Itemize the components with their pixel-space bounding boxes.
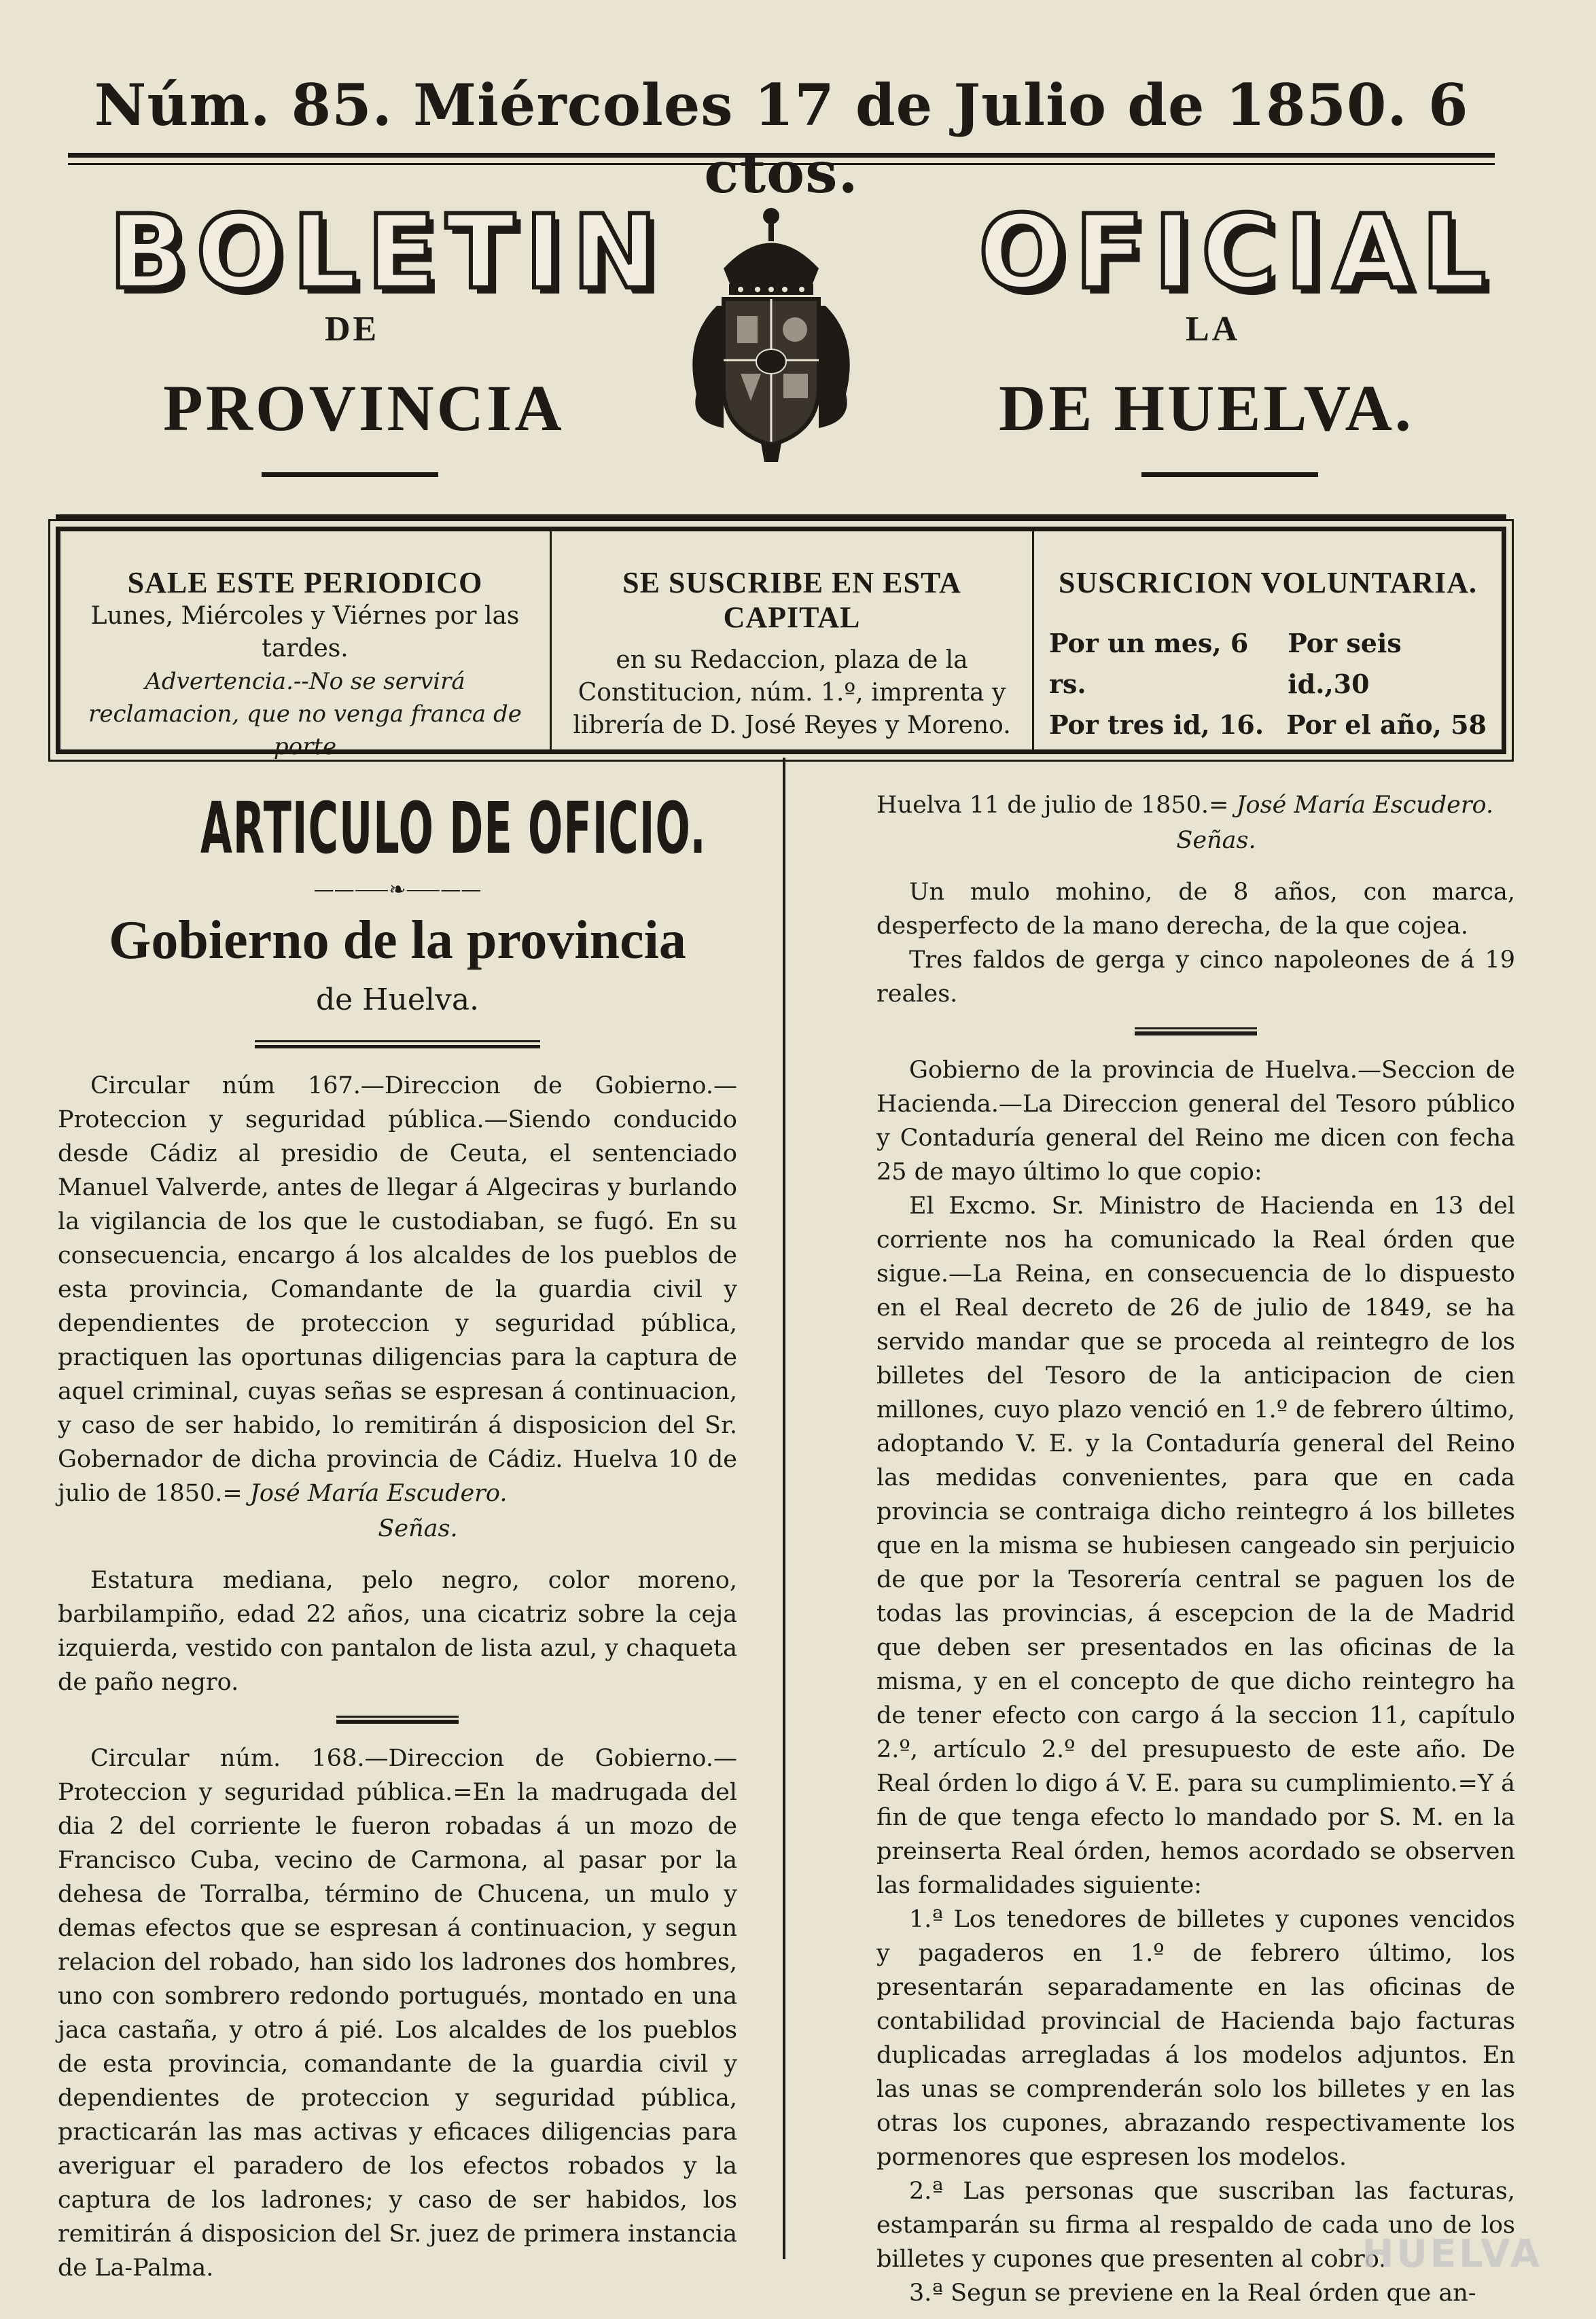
government-subtitle: de Huelva. bbox=[315, 983, 480, 1017]
senas-label: Señas. bbox=[378, 1515, 458, 1542]
circular-168-text: Circular núm. 168.—Direccion de Gobierno.—Proteccion y seguridad pública.=En la madrugada del dia 2 del corriente le fueron robadas á un mozo de Francisco Cuba, vecino de Carmona, al pasar por la dehesa de Torralba, término de Chucena, un mulo y demas efectos que se espresan á continuacion, y segun relacion del robado, han sido los ladrones dos hombres, uno con sombrero redondo portugués, montado en una jaca castaña, y otro á pié. Los alcaldes de los pueblos de esta provincia, comandante de la guardia civil y dependientes de proteccion y seguridad pública, practicarán las mas activas y eficaces diligencias para averiguar el paradero de los efectos robados y la captura de los ladrones; y caso de ser habidos, los remitirán á disposicion del Sr. juez de primera instancia de La-Palma. bbox=[58, 1745, 737, 2282]
signature: José María Escudero. bbox=[249, 1480, 508, 1507]
title-oficial: OFICIAL bbox=[978, 194, 1496, 312]
title-de-huelva: DE HUELVA. bbox=[999, 372, 1414, 444]
date-text: Huelva 11 de julio de 1850.= bbox=[876, 792, 1229, 819]
section-separator-short bbox=[336, 1716, 459, 1724]
masthead-rule-bottom bbox=[56, 514, 1506, 519]
price-six-months: Por seis id.,30 bbox=[1288, 628, 1402, 699]
ornament-divider: ——⸺❧⸺—— bbox=[313, 878, 482, 902]
price-one-year: Por el año, 58 bbox=[1286, 709, 1487, 740]
title-de: DE bbox=[325, 310, 380, 349]
section-separator-short bbox=[1135, 1027, 1257, 1035]
circular-167-text bbox=[58, 1069, 737, 1510]
capital-text: en su Redaccion, plaza de la Constitucion, núm. 1.º, imprenta y librería de D. José Reyes y Moreno. bbox=[573, 646, 1011, 739]
title-la: LA bbox=[1186, 310, 1241, 349]
subscription-col-schedule bbox=[60, 531, 550, 760]
price-row-2 bbox=[1034, 705, 1502, 745]
items-description: Tres faldos de gerga y cinco napoleones de á 19 reales. bbox=[876, 946, 1515, 1008]
subscription-col-prices bbox=[1032, 531, 1502, 749]
government-title: Gobierno de la provincia bbox=[109, 910, 686, 970]
advertencia-text: Advertencia.--No se servirá reclamacion, que no venga franca de porte bbox=[88, 668, 522, 760]
masthead-rule-top bbox=[68, 153, 1495, 158]
column-divider bbox=[783, 758, 785, 2259]
left-column bbox=[58, 781, 737, 2285]
title-underline-left bbox=[262, 472, 438, 477]
senas-label: Señas. bbox=[1176, 827, 1256, 854]
subscription-col-capital bbox=[550, 531, 1032, 749]
subscription-box bbox=[56, 527, 1506, 760]
coat-of-arms-icon bbox=[676, 204, 866, 469]
price-one-month: Por un mes, 6 rs. bbox=[1049, 628, 1249, 699]
real-orden-text: El Excmo. Sr. Ministro de Hacienda en 13 del corriente nos ha comunicado la Real órden que sigue.—La Reina, en consecuencia de lo dispuesto en el Real decreto de 26 de julio de 1849, se ha servido mandar que se proceda al reintegro de los billetes del Tesoro de la anticipacion de cien millones, cuyo plazo venció en 1.º de febrero último, adoptando V. E. y la Contaduría general del Reino las medidas convenientes, para que en cada provincia se contraiga dicho reintegro á los billetes que en la misma se hubiesen cangeado sin perjuicio de que por la Tesorería central se paguen los de todas las provincias, á escepcion de la de Madrid que deben ser presentados en las oficinas de la misma, y en el concepto de que dicho reintegro ha de tener efecto con cargo á la seccion 11, capítulo 2.º, artículo 2.º del presupuesto de este año. De Real órden lo digo á V. E. para su cumplimiento.=Y á fin de que tenga efecto lo mandado por S. M. en la preinserta Real órden, hemos acordado se observen las formalidades siguiente: bbox=[876, 1192, 1515, 1899]
rule-2-text: 2.ª Las personas que suscriban las facturas, estamparán su firma al respaldo de cada uno de los billetes y cupones que presenten al cobro. bbox=[876, 2178, 1515, 2273]
title-underline-right bbox=[1141, 472, 1318, 477]
rule-1-text: 1.ª Los tenedores de billetes y cupones vencidos y pagaderos en 1.º de febrero último, los presentarán separadamente en las oficinas de contabilidad provincial de Hacienda bajo facturas duplicadas arregladas á los modelos adjuntos. En las unas se comprenderán solo los billetes y en las otras los cupones, abrazando respectivamente los pormenores que espresen los modelos. bbox=[876, 1906, 1515, 2171]
circular-167-body: Circular núm 167.—Direccion de Gobierno.—Proteccion y seguridad pública.—Siendo conducido desde Cádiz al presidio de Ceuta, el sentenciado Manuel Valverde, antes de llegar á Algeciras y burlando la vigilancia de los que le custodiaban, se fugó. En su consecuencia, encargo á los alcaldes de los pueblos de esta provincia, Comandante de la guardia civil y dependientes de proteccion y seguridad pública, practiquen las oportunas diligencias para la captura de aquel criminal, cuyas señas se espresan á continuacion, y caso de ser habido, lo remitirán á disposicion del Sr. Gobernador de dicha provincia de Cádiz. Huelva 10 de julio de 1850.= bbox=[58, 1072, 737, 1507]
signature: José María Escudero. bbox=[1236, 792, 1494, 819]
section-separator bbox=[255, 1040, 540, 1048]
schedule-heading: SALE ESTE PERIODICO bbox=[127, 566, 483, 599]
masthead-rule-top-thin bbox=[68, 163, 1495, 165]
hacienda-intro: Gobierno de la provincia de Huelva.—Seccion de Hacienda.—La Direccion general del Tesoro público y Contaduría general del Reino me dicen con fecha 25 de mayo último lo que copio: bbox=[876, 1057, 1515, 1186]
title-provincia: PROVINCIA bbox=[163, 372, 565, 444]
fugitive-description: Estatura mediana, pelo negro, color moreno, barbilampiño, edad 22 años, una cicatriz sobre la ceja izquierda, vestido con pantalon de lista azul, y chaqueta de paño negro. bbox=[58, 1567, 737, 1696]
watermark-huelva: HUELVA bbox=[1362, 2232, 1542, 2276]
rule-3-text: 3.ª Segun se previene en la Real órden que an- bbox=[909, 2280, 1476, 2307]
price-row-1 bbox=[1034, 623, 1502, 705]
schedule-text: Lunes, Miércoles y Viérnes por las tardes. bbox=[90, 602, 520, 662]
article-heading: ARTICULO DE OFICIO. bbox=[200, 787, 707, 870]
capital-heading: SE SUSCRIBE EN ESTA CAPITAL bbox=[622, 566, 961, 634]
price-three-months: Por tres id, 16. bbox=[1049, 709, 1264, 740]
mule-description: Un mulo mohino, de 8 años, con marca, desperfecto de la mano derecha, de la que cojea. bbox=[876, 879, 1515, 940]
huelva-date-line bbox=[876, 788, 1515, 822]
title-boletin: BOLETIN bbox=[109, 194, 667, 312]
prices-heading: SUSCRICION VOLUNTARIA. bbox=[1058, 566, 1478, 599]
issue-line: Núm. 85. Miércoles 17 de Julio de 1850. 6 ctos. bbox=[94, 71, 1469, 206]
right-column bbox=[876, 788, 1515, 2310]
